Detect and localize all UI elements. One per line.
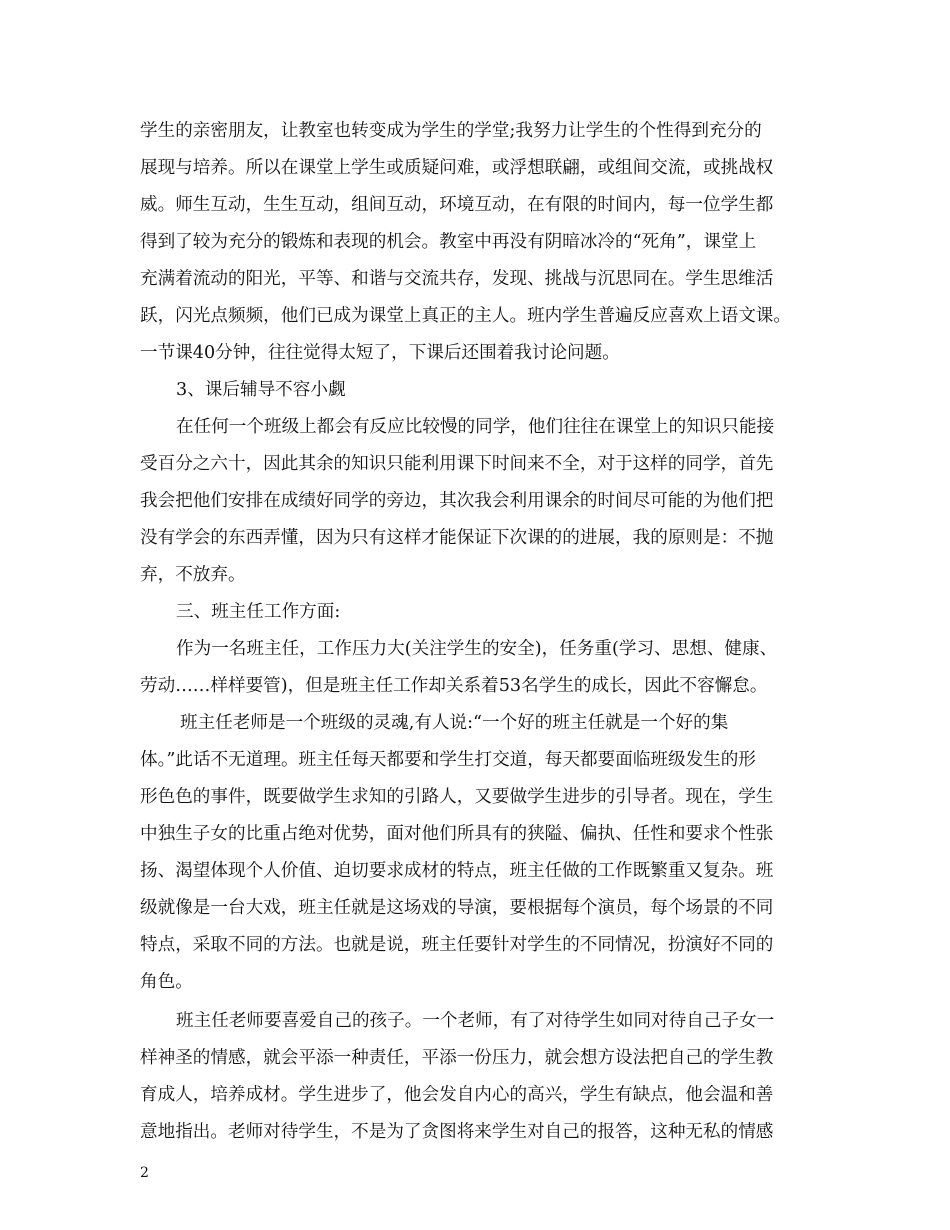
text-line: 体。”此话不无道理。班主任每天都要和学生打交道，每天都要面临班级发生的形 — [140, 750, 756, 770]
text-line: 得到了较为充分的锻炼和表现的机会。教室中再没有阴暗冰冷的“死角”，课堂上 — [140, 232, 757, 252]
text-line: 样神圣的情感，就会平添一种责任，平添一份压力，就会想方设法把自己的学生教 — [140, 1048, 774, 1068]
text-line: 展现与培养。所以在课堂上学生或质疑问难，或浮想联翩，或组间交流，或挑战权 — [140, 158, 774, 178]
text-line: 充满着流动的阳光，平等、和谐与交流共存，发现、挑战与沉思同在。学生思维活 — [140, 269, 774, 289]
text-line: 意地指出。老师对待学生，不是为了贪图将来学生对自己的报答，这种无私的情感 — [140, 1122, 774, 1142]
text-line: 作为一名班主任，工作压力大(关注学生的安全)，任务重(学习、思想、健康、 — [176, 639, 778, 659]
text-line: 角色。 — [140, 972, 193, 992]
text-line: 中独生子女的比重占绝对优势，面对他们所具有的狭隘、偏执、任性和要求个性张 — [140, 824, 774, 844]
text-line: 班主任老师是一个班级的灵魂,有人说:“一个好的班主任就是一个好的集 — [180, 713, 729, 733]
text-line: 受百分之六十，因此其余的知识只能利用课下时间来不全，对于这样的同学，首先 — [140, 454, 774, 474]
text-line: 一节课40分钟，往往觉得太短了，下课后还围着我讨论问题。 — [140, 343, 620, 363]
text-line: 威。师生互动，生生互动，组间互动，环境互动，在有限的时间内，每一位学生都 — [140, 195, 774, 215]
text-line: 在任何一个班级上都会有反应比较慢的同学，他们往往在课堂上的知识只能接 — [176, 417, 775, 437]
text-line: 学生的亲密朋友，让教室也转变成为学生的学堂;我努力让学生的个性得到充分的 — [140, 121, 762, 141]
section-heading: 3、课后辅导不容小觑 — [176, 380, 346, 400]
text-line: 跃，闪光点频频，他们已成为课堂上真正的主人。班内学生普遍反应喜欢上语文课。 — [140, 306, 791, 326]
text-line: 形色色的事件，既要做学生求知的引路人，又要做学生进步的引导者。现在，学生 — [140, 787, 774, 807]
text-line: 扬、渴望体现个人价值、迫切要求成材的特点，班主任做的工作既繁重又复杂。班 — [140, 861, 774, 881]
section-heading: 三、班主任工作方面: — [176, 602, 341, 622]
text-line: 级就像是一台大戏，班主任就是这场戏的导演，要根据每个演员，每个场景的不同 — [140, 898, 774, 918]
page-number: 2 — [140, 1165, 149, 1181]
text-line: 弃，不放弃。 — [140, 565, 246, 585]
text-line: 育成人，培养成材。学生进步了，他会发自内心的高兴，学生有缺点，他会温和善 — [140, 1085, 774, 1105]
text-line: 班主任老师要喜爱自己的孩子。一个老师，有了对待学生如同对待自己子女一 — [176, 1011, 775, 1031]
text-line: 我会把他们安排在成绩好同学的旁边，其次我会利用课余的时间尽可能的为他们把 — [140, 491, 774, 511]
text-line: 没有学会的东西弄懂，因为只有这样才能保证下次课的的进展，我的原则是：不抛 — [140, 528, 774, 548]
text-line: 特点，采取不同的方法。也就是说，班主任要针对学生的不同情况，扮演好不同的 — [140, 935, 774, 955]
text-line: 劳动……样样要管)，但是班主任工作却关系着53名学生的成长，因此不容懈怠。 — [140, 676, 768, 696]
